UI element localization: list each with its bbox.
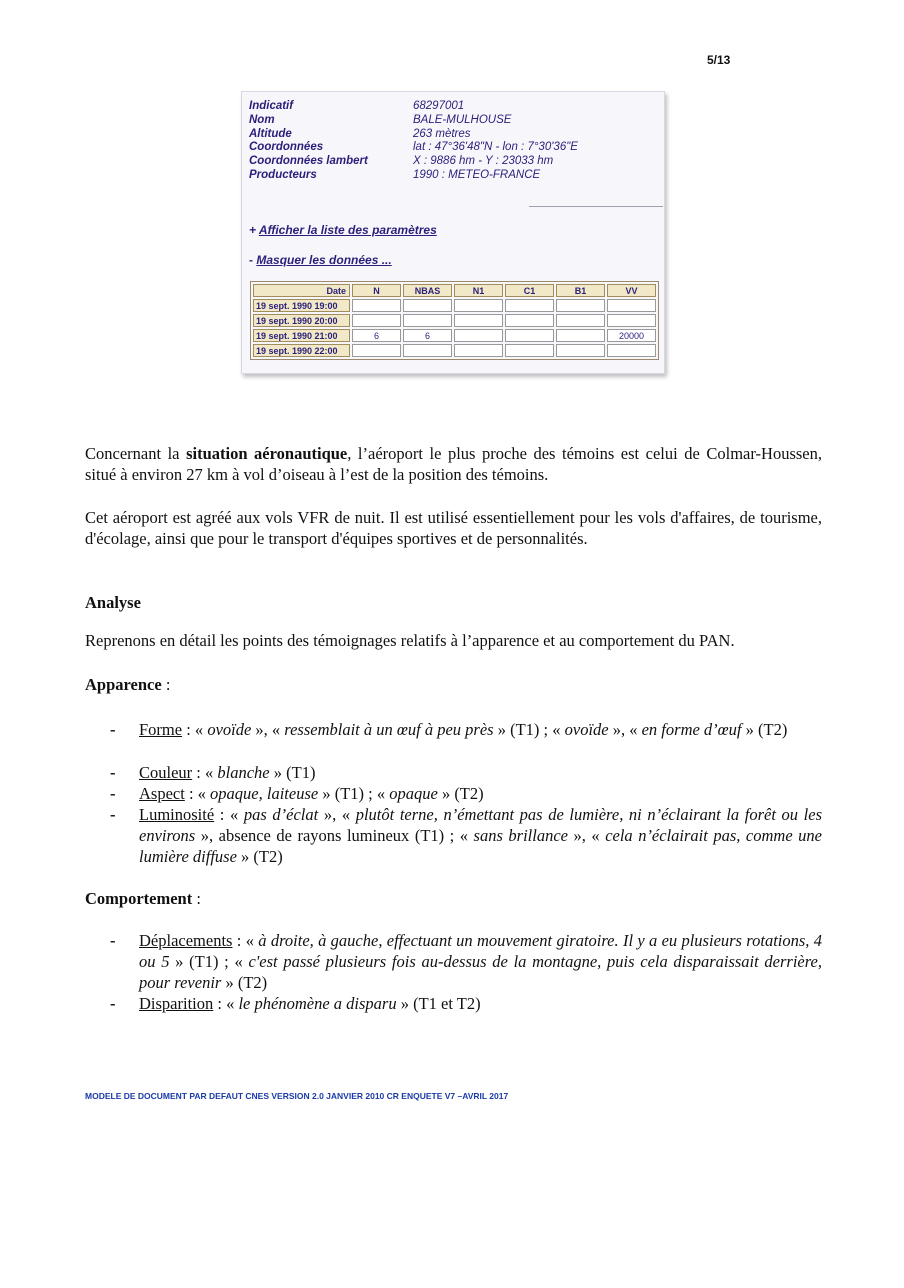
table-cell <box>454 329 503 342</box>
table-cell <box>454 314 503 327</box>
list-item-deplacements: Déplacements : « à droite, à gauche, effectuant un mouvement giratoire. Il y a eu plusieurs rotations, 4 ou 5 » (T1) ; « c'est passé plusieurs fois au-dessus de la montagne, puis cela disparaissait derrière, pour revenir » (T2) <box>139 931 823 992</box>
info-value: BALE-MULHOUSE <box>413 113 512 126</box>
table-cell <box>352 299 401 312</box>
table-cell <box>607 299 656 312</box>
table-cell: 6 <box>403 329 452 342</box>
hide-data-link[interactable]: Masquer les données ... <box>256 253 392 267</box>
station-info-list <box>249 100 578 183</box>
table-cell <box>556 299 605 312</box>
comportement-heading: Comportement : <box>85 889 201 908</box>
document-footer: MODELE DE DOCUMENT PAR DEFAUT CNES VERSION 2.0 JANVIER 2010 CR ENQUETE V7 –AVRIL 2017 <box>85 1091 509 1101</box>
table-cell <box>505 314 554 327</box>
info-label: Producteurs <box>249 168 317 181</box>
show-parameters-link[interactable]: Afficher la liste des paramètres <box>258 223 437 237</box>
observations-table <box>250 281 659 360</box>
table-header-row <box>253 284 656 297</box>
table-row <box>253 344 656 357</box>
info-label: Coordonnées lambert <box>249 155 368 168</box>
analyse-intro: Reprenons en détail les points des témoignages relatifs à l’apparence et au comportement du PAN. <box>85 631 735 650</box>
table-cell <box>352 314 401 327</box>
item-label: Disparition <box>139 994 214 1013</box>
table-cell <box>352 344 401 357</box>
info-value: X : 9886 hm - Y : 23033 hm <box>413 155 554 168</box>
column-header-n1: N1 <box>454 284 503 297</box>
item-label: Forme <box>139 720 183 739</box>
hide-data-row <box>249 253 392 267</box>
item-label: Aspect <box>139 784 185 803</box>
info-row-coordonnees <box>249 141 578 155</box>
table-cell <box>607 314 656 327</box>
list-item-aspect: Aspect : « opaque, laiteuse » (T1) ; « opaque » (T2) <box>139 784 484 803</box>
collapse-prefix: - <box>249 253 253 267</box>
date-cell: 19 sept. 1990 22:00 <box>253 344 350 357</box>
table-cell: 20000 <box>607 329 656 342</box>
info-value: 68297001 <box>413 100 465 112</box>
paragraph-aeronautical-situation: Concernant la situation aéronautique, l’aéroport le plus proche des témoins est celui de Colmar-Houssen, situé à environ 27 km à vol d’oiseau à l’est de la position des témoins. <box>85 444 822 484</box>
table-row <box>253 329 656 342</box>
table-cell <box>505 344 554 357</box>
table-cell: 6 <box>352 329 401 342</box>
info-row-coordonnees-lambert <box>249 155 578 169</box>
item-label: Couleur <box>139 763 193 782</box>
info-row-producteurs <box>249 169 578 183</box>
bullet-dash: - <box>110 763 116 782</box>
station-info-panel <box>241 91 665 374</box>
column-header-b1: B1 <box>556 284 605 297</box>
date-cell: 19 sept. 1990 19:00 <box>253 299 350 312</box>
table-cell <box>556 314 605 327</box>
table-cell <box>403 314 452 327</box>
page-number: 5/13 <box>707 53 731 67</box>
bullet-dash: - <box>110 784 116 803</box>
list-item-couleur: Couleur : « blanche » (T1) <box>139 763 316 782</box>
list-item-disparition: Disparition : « le phénomène a disparu » (T1 et T2) <box>139 994 481 1013</box>
expand-prefix: + <box>249 223 257 237</box>
item-label: Déplacements <box>139 931 233 950</box>
table-cell <box>505 329 554 342</box>
column-header-vv: VV <box>607 284 656 297</box>
table-cell <box>403 344 452 357</box>
bullet-dash: - <box>110 720 116 739</box>
table-cell <box>505 299 554 312</box>
info-value: lat : 47°36'48"N - lon : 7°30'36"E <box>413 141 578 154</box>
column-header-n: N <box>352 284 401 297</box>
table-cell <box>454 344 503 357</box>
apparence-heading: Apparence : <box>85 675 171 694</box>
info-label: Coordonnées <box>249 141 324 154</box>
show-parameters-row <box>249 223 437 237</box>
bullet-dash: - <box>110 994 116 1013</box>
info-label: Indicatif <box>249 100 294 112</box>
info-row-indicatif <box>249 100 578 114</box>
date-cell: 19 sept. 1990 21:00 <box>253 329 350 342</box>
info-value: 263 mètres <box>413 127 471 140</box>
list-item-luminosite: Luminosité : « pas d’éclat », « plutôt terne, n’émettant pas de lumière, ni n’éclairant la forêt ou les environs », absence de rayons lumineux (T1) ; « sans brillance », « cela n’éclairait pas, comme une lumière diffuse » (T2) <box>139 805 823 866</box>
item-label: Luminosité <box>139 805 215 824</box>
bullet-dash: - <box>110 931 116 950</box>
table-cell <box>556 329 605 342</box>
analyse-heading: Analyse <box>85 593 141 612</box>
info-value: 1990 : METEO-FRANCE <box>413 168 541 181</box>
bullet-dash: - <box>110 805 116 824</box>
info-row-nom <box>249 114 578 128</box>
table-cell <box>454 299 503 312</box>
column-header-c1: C1 <box>505 284 554 297</box>
table-cell <box>556 344 605 357</box>
table-cell <box>403 299 452 312</box>
column-header-nbas: NBAS <box>403 284 452 297</box>
date-cell: 19 sept. 1990 20:00 <box>253 314 350 327</box>
info-row-altitude <box>249 128 578 142</box>
column-header-date: Date <box>253 284 350 297</box>
bold-term: situation aéronautique <box>186 444 348 463</box>
info-label: Altitude <box>249 127 292 140</box>
table-cell <box>607 344 656 357</box>
info-label: Nom <box>249 113 275 126</box>
list-item-forme: Forme : « ovoïde », « ressemblait à un œuf à peu près » (T1) ; « ovoïde », « en forme d’œuf » (T2) <box>139 720 788 739</box>
paragraph-airport: Cet aéroport est agréé aux vols VFR de nuit. Il est utilisé essentiellement pour les vols d'affaires, de tourisme, d'écolage, ainsi que pour le transport d'équipes sportives et de personnalités. <box>85 508 822 548</box>
table-row <box>253 314 656 327</box>
table-row <box>253 299 656 312</box>
divider <box>529 206 663 207</box>
